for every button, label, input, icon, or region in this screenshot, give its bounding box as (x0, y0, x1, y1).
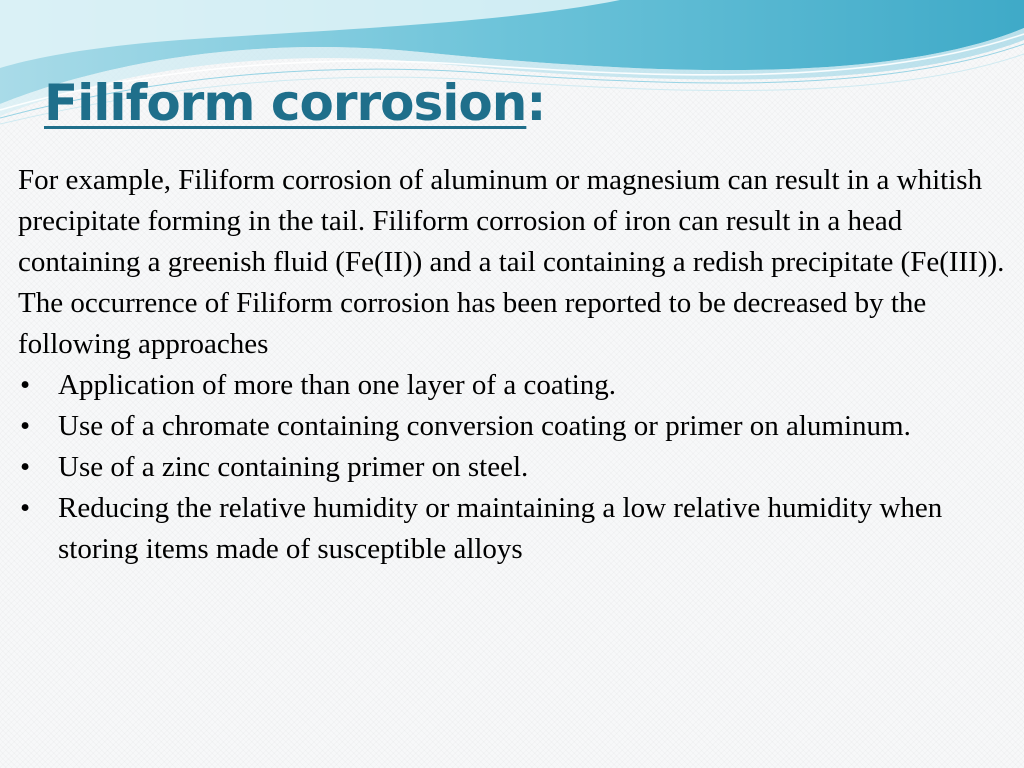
bullet-dot: • (20, 451, 31, 483)
bullet-dot: • (20, 369, 31, 401)
list-item-text: Reducing the relative humidity or maintaining a low relative humidity when storing items made of susceptible alloys (58, 492, 943, 565)
list-item-text: Application of more than one layer of a coating. (58, 369, 617, 401)
bullet-dot: • (20, 410, 31, 442)
list-item (18, 488, 1008, 570)
bullet-dot: • (20, 492, 31, 524)
list-item (18, 447, 1008, 488)
approaches-list (18, 365, 1008, 570)
slide-body (18, 160, 1008, 570)
list-item-text: Use of a chromate containing conversion coating or primer on aluminum. (58, 410, 911, 442)
intro-paragraph: For example, Filiform corrosion of aluminum or magnesium can result in a whitish precipitate forming in the tail. Filiform corrosion of iron can result in a head containing a greenish fluid (Fe(II)) and a tail containing a redish precipitate (Fe(III)). (18, 164, 1005, 278)
slide-title-colon: : (526, 74, 546, 132)
list-item (18, 365, 1008, 406)
slide-title-text: Filiform corrosion (44, 74, 527, 132)
list-item-text: Use of a zinc containing primer on steel. (58, 451, 529, 483)
list-item (18, 406, 1008, 447)
slide-title (44, 68, 545, 138)
approaches-paragraph: The occurrence of Filiform corrosion has been reported to be decreased by the following approaches (18, 287, 927, 360)
